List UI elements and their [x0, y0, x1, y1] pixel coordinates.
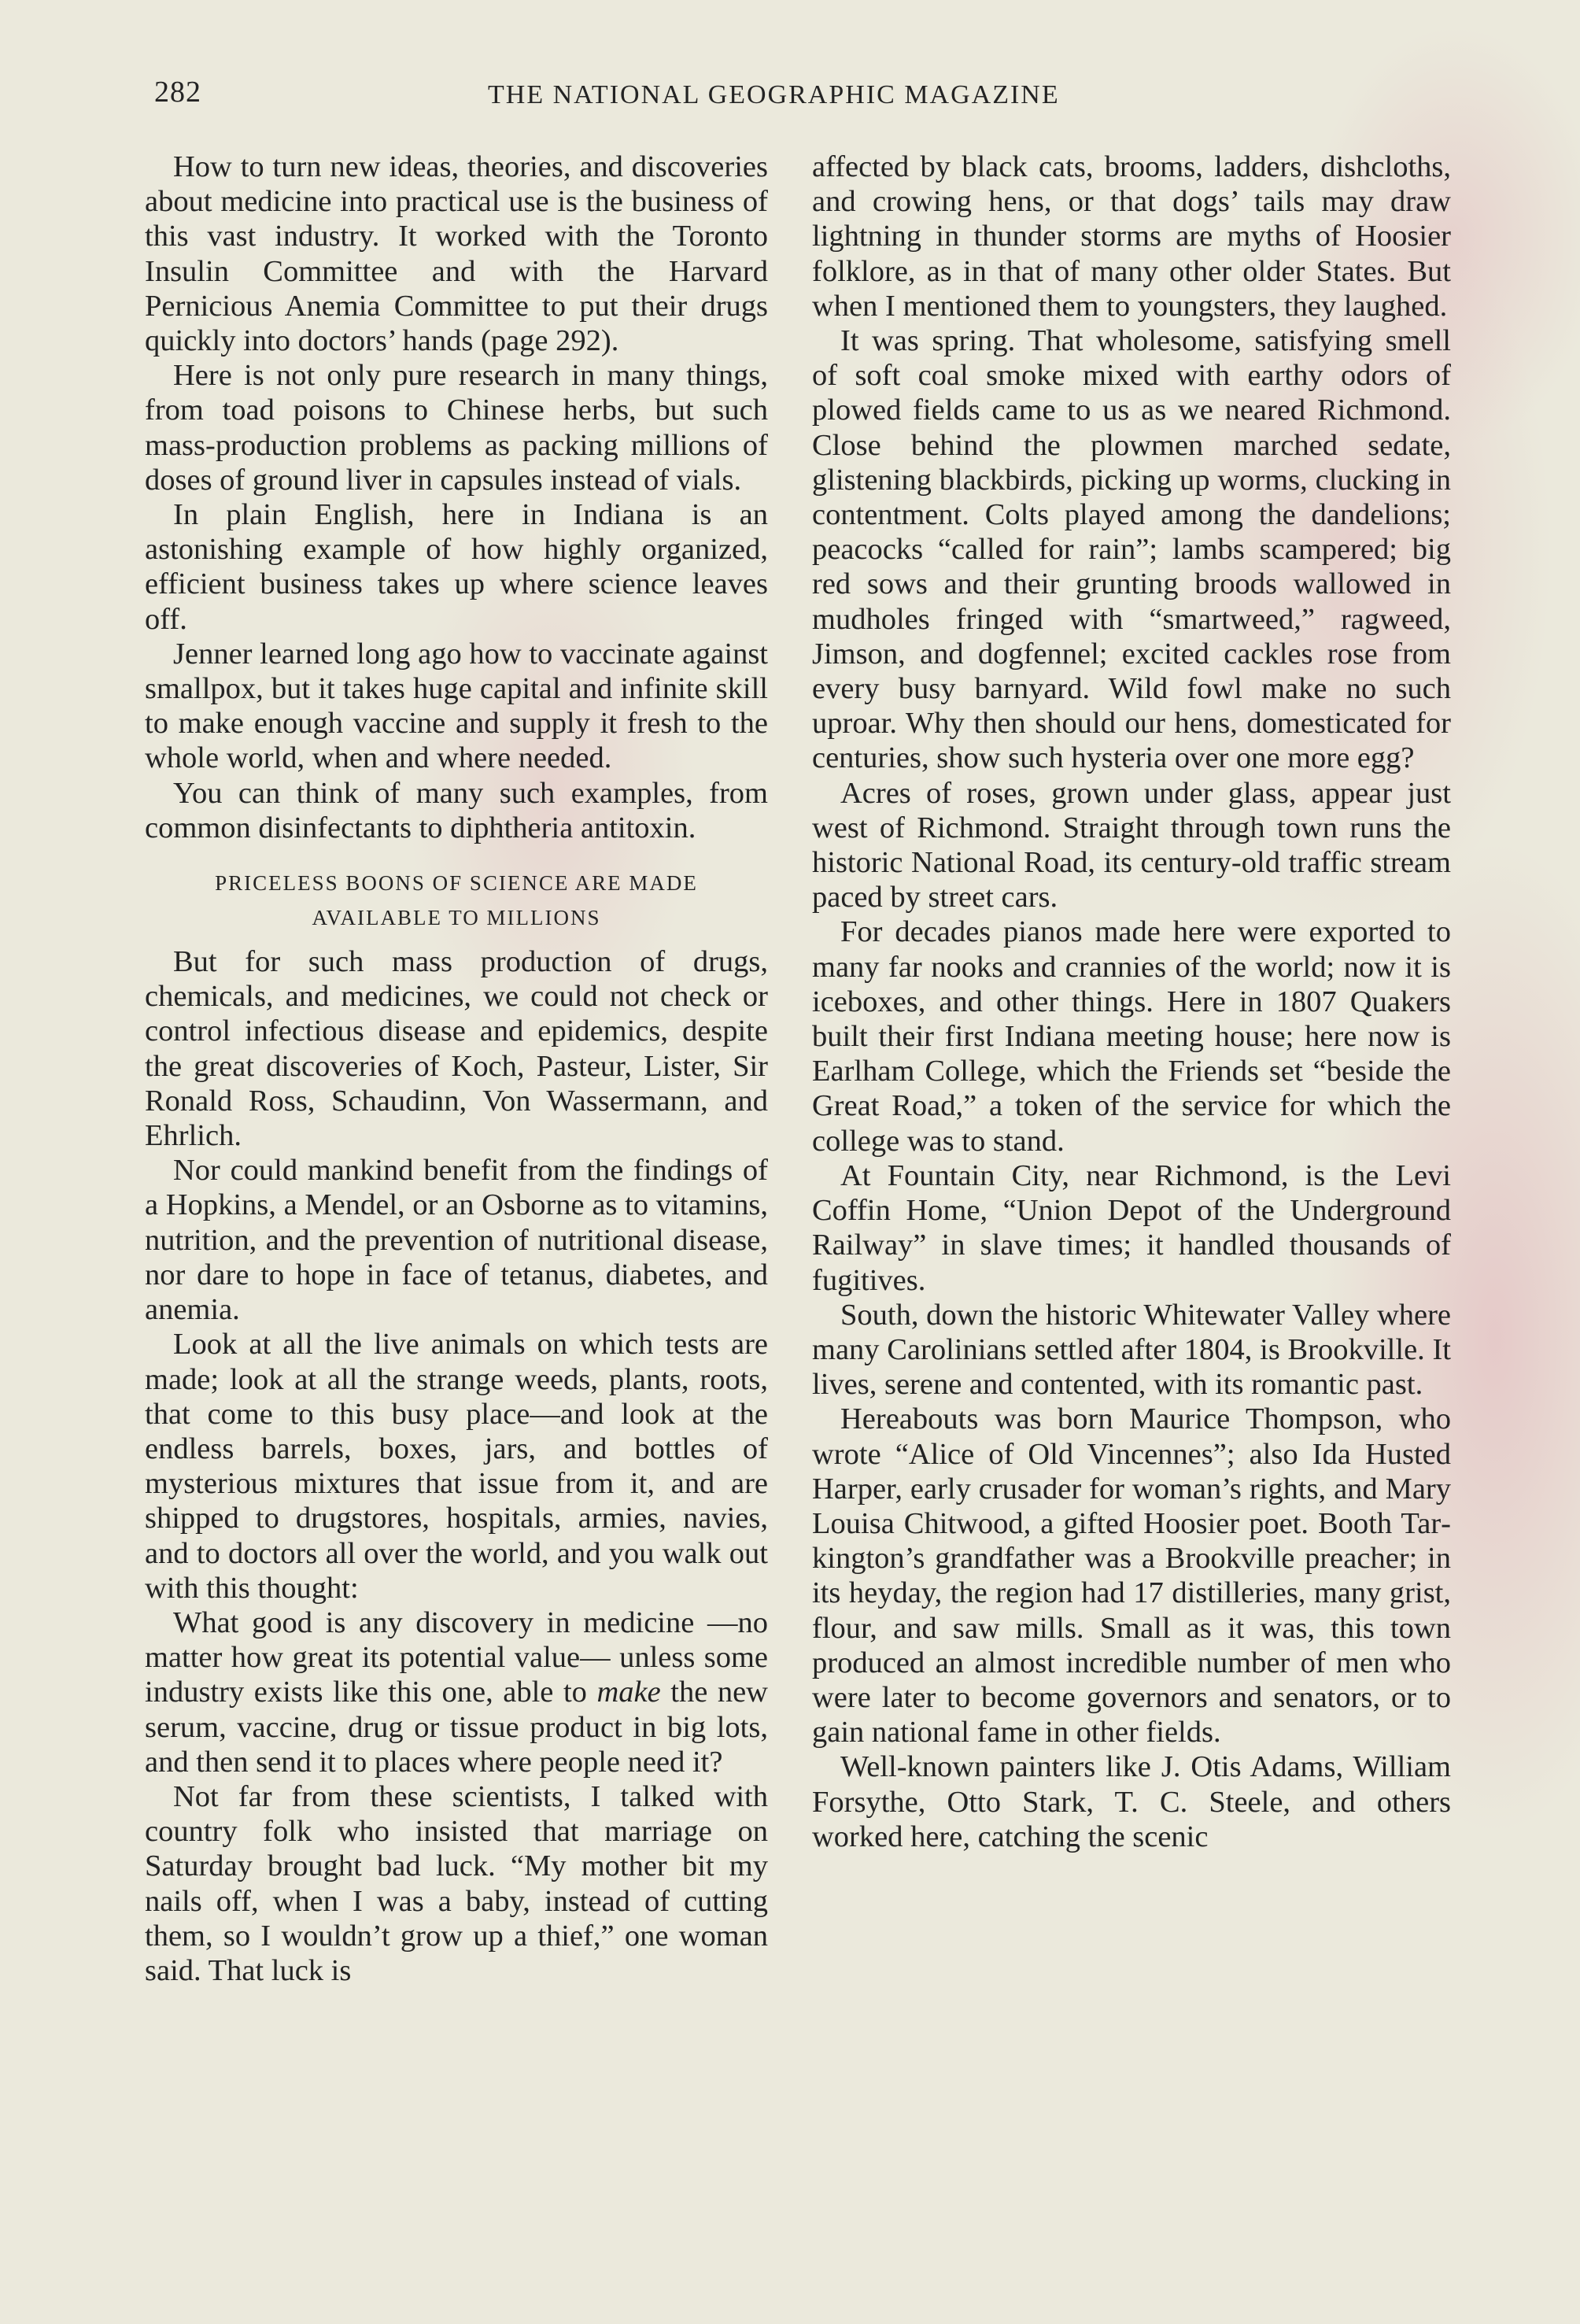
paragraph: You can think of many such examples, from common disinfectants to diphtheria antitoxin. [145, 776, 768, 844]
paragraph: How to turn new ideas, theories, and discoveries about medicine into practical use is the business of this vast industry. It worked with the Toronto Insulin Committee and with the Harvard Pernicious Anemia Committee to put their drugs quickly into doctors’ hands (page 292). [145, 150, 768, 358]
paragraph-text: What good is any discovery in medicine —no matter how great its potential value— unless some industry exists like this one, able to [145, 1605, 768, 1709]
emphasized-word: make [596, 1676, 661, 1709]
running-title: THE NATIONAL GEOGRAPHIC MAGAZINE [488, 80, 1060, 109]
paragraph: Here is not only pure research in many things, from toad poisons to Chinese herbs, but such mass-production problems as packing millions of doses of ground liver in capsules instead of vials. [145, 359, 768, 497]
paragraph: South, down the historic Whitewater Valley where many Carolinians settled after 1804, is Brookville. It lives, serene and contented, with its romantic past. [812, 1298, 1451, 1402]
left-column [145, 150, 768, 1988]
paragraph-continued: affected by black cats, brooms, ladders, dishcloths, and crowing hens, or that dogs’ tails may draw lightning in thunder storms are myths of Hoosier folklore, as in that of many other older States. But when I mentioned them to youngsters, they laughed. [812, 150, 1451, 323]
paragraph-text: the new serum, vaccine, drug or tissue product in big lots, and then send it to places where people need it? [145, 1676, 768, 1779]
paragraph: Nor could mankind benefit from the findings of a Hopkins, a Mendel, or an Osborne as to vitamins, nutrition, and the prevention of nutritional disease, nor dare to hope in face of tetanus, diabetes, and anemia. [145, 1154, 768, 1327]
subheading-line: PRICELESS BOONS OF SCIENCE ARE MADE [215, 871, 698, 896]
paragraph: Not far from these scientists, I talked with country folk who insisted that marriage on Saturday brought bad luck. “My mother bit my nails off, when I was a baby, instead of cutting them, so I wouldn’t grow up a thief,” one woman said. That luck is [145, 1779, 768, 1987]
section-subheading [145, 866, 768, 935]
paragraph: Acres of roses, grown under glass, appear just west of Richmond. Straight through town runs the historic National Road, its century-old traffic stream paced by street cars. [812, 776, 1451, 914]
paragraph: At Fountain City, near Richmond, is the Levi Coffin Home, “Union Depot of the Underground Railway” in slave times; it handled thousands of fugitives. [812, 1158, 1451, 1297]
paragraph: It was spring. That wholesome, satisfying smell of soft coal smoke mixed with earthy odors of plowed fields came to us as we neared Richmond. Close behind the plowmen marched sedate, glistening blackbirds, picking up worms, clucking in contentment. Colts played among the dandelions; peacocks “called for rain”; lambs scampered; big red sows and their grunting broods wallowed in mudholes fringed with “smartweed,” ragweed, Jimson, and dogfennel; excited cackles rose from every busy barnyard. Wild fowl make no such uproar. Why then should our hens, domesticated for centuries, show such hysteria over one more egg? [812, 324, 1451, 775]
paragraph [145, 1605, 768, 1779]
paragraph: Hereabouts was born Maurice Thompson, who wrote “Alice of Old Vincennes”; also Ida Husted Harper, early crusader for woman’s rights, and Mary Louisa Chitwood, a gifted Hoosier poet. Booth Tarkington’s grandfather was a Brookville preacher; in its heyday, the region had 17 distilleries, many grist, flour, and saw mills. Small as it was, this town produced an almost incredible number of men who were later to become governors and senators, or to gain national fame in other fields. [812, 1402, 1451, 1749]
paragraph: For decades pianos made here were exported to many far nooks and crannies of the world; now it is iceboxes, and other things. Here in 1807 Quakers built their first Indiana meeting house; here now is Earlham College, which the Friends set “beside the Great Road,” a token of the service for which the college was to stand. [812, 915, 1451, 1158]
subheading-line: AVAILABLE TO MILLIONS [312, 906, 601, 930]
right-column [812, 150, 1451, 1854]
page-number: 282 [154, 76, 201, 109]
paragraph: But for such mass production of drugs, chemicals, and medicines, we could not check or control infectious disease and epidemics, despite the great discoveries of Koch, Pasteur, Lister, Sir Ronald Ross, Schaudinn, Von Wassermann, and Ehrlich. [145, 945, 768, 1153]
paragraph: Well-known painters like J. Otis Adams, William Forsythe, Otto Stark, T. C. Steele, and others worked here, catching the scenic [812, 1750, 1451, 1853]
paragraph: In plain English, here in Indiana is an astonishing example of how highly organized, efficient business takes up where science leaves off. [145, 498, 768, 636]
paragraph: Look at all the live animals on which tests are made; look at all the strange weeds, plants, roots, that come to this busy place—and look at the endless barrels, boxes, jars, and bottles of mysterious mixtures that issue from it, and are shipped to drugstores, hospitals, armies, navies, and to doctors all over the world, and you walk out with this thought: [145, 1328, 768, 1605]
paragraph: Jenner learned long ago how to vaccinate against smallpox, but it takes huge capital and infinite skill to make enough vaccine and supply it fresh to the whole world, when and where needed. [145, 637, 768, 775]
